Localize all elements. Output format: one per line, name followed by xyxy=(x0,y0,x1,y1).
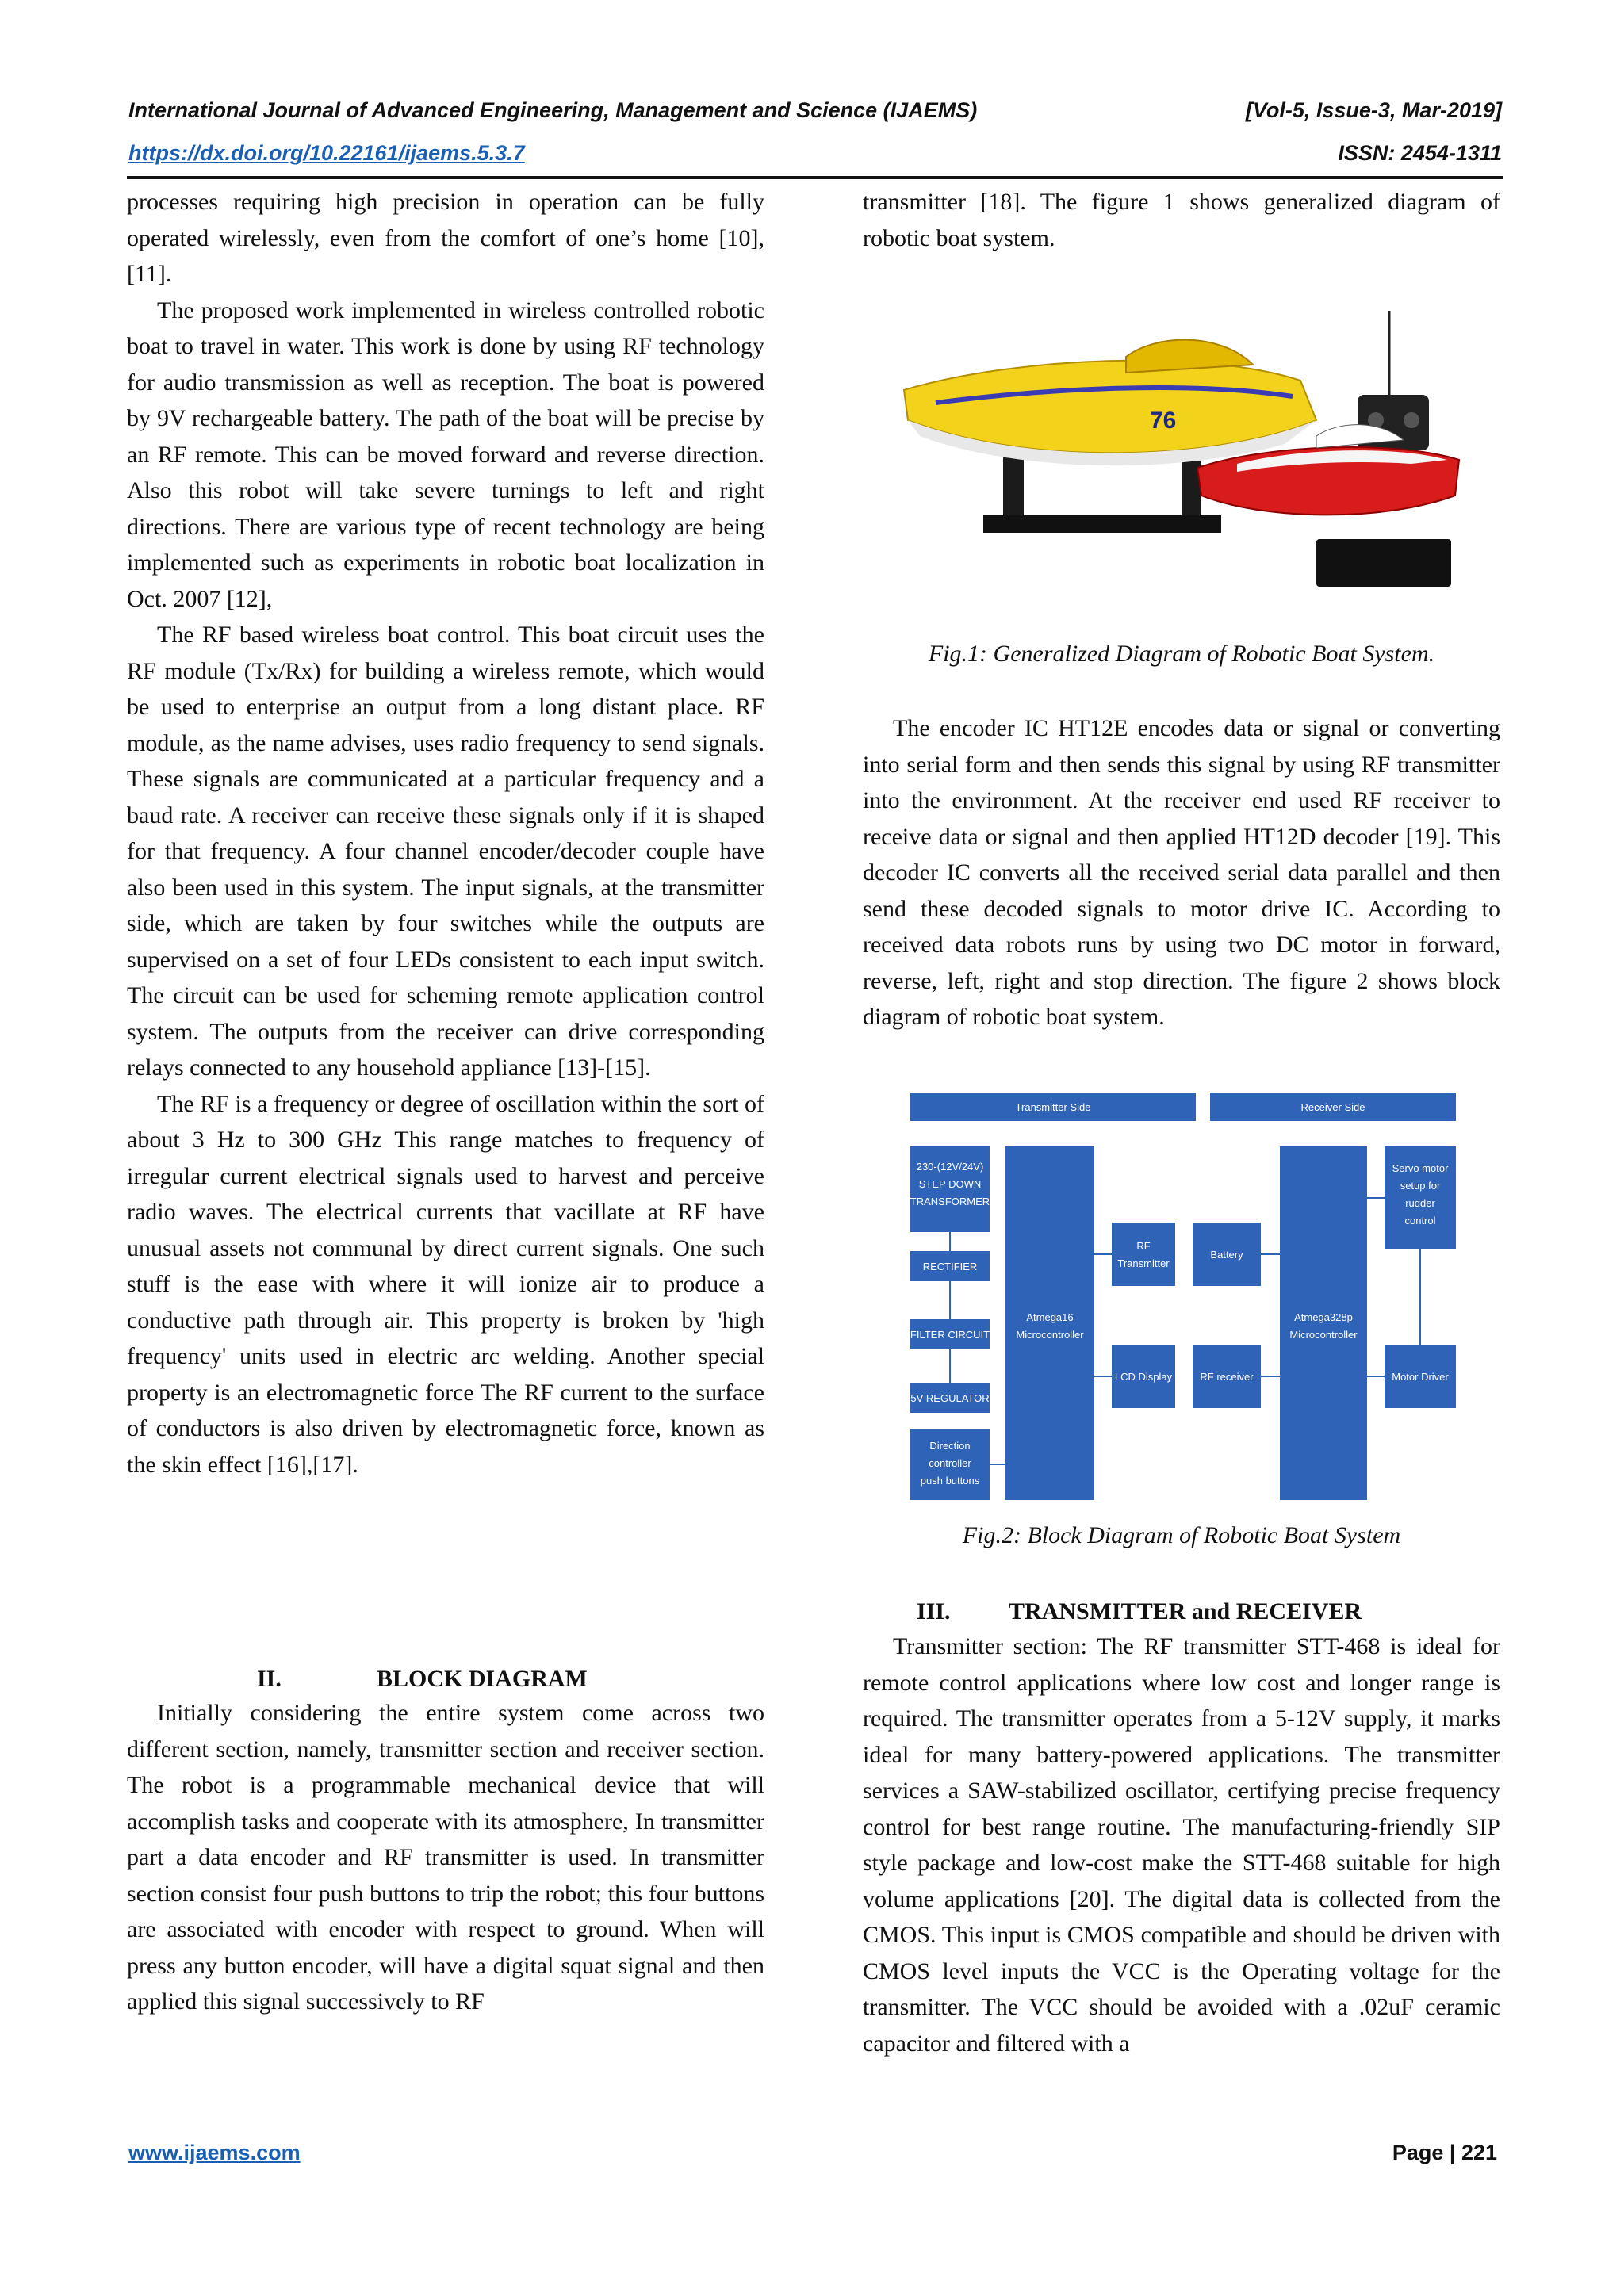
section-2-paragraph: Initially considering the entire system come across two different section, namely, transmitter section and receiver section. The robot is a programmable mechanical device that will accomplish tasks and cooperate with its atmosphere, In transmitter part a data encoder and RF transmitter is used. In transmitter section consist four push buttons to trip the robot; this four buttons are associated with encoder with respect to ground. When will press any button encoder, will have a digital squat signal and then applied this signal successively to RF xyxy=(127,1700,764,2015)
figure-2-block-diagram xyxy=(904,1093,1459,1501)
section-3-title: TRANSMITTER and RECEIVER xyxy=(1009,1598,1362,1624)
left-paragraph-4: The RF is a frequency or degree of oscillation within the sort of about 3 Hz to 300 GHz This range matches to frequency of irregular current electrical signals used to harvest and perceive radio waves. The electrical currents that vacillate at RF have unusual assets not communal by direct current signals. One such stuff is the ease with where it will ionize air to produce a conductive path through air. This property is broken by 'high frequency' units used in electric arc welding. Another special property is an electromagnetic force The RF current to the surface of conductors is also driven by electromagnetic force, known as the skin effect [16],[17]. xyxy=(127,1090,764,1478)
journal-title: International Journal of Advanced Engineering, Management and Science (IJAEMS) xyxy=(128,98,978,122)
footer-page-number: Page | 221 xyxy=(1392,2141,1497,2164)
issn: ISSN: 2454-1311 xyxy=(1338,141,1502,165)
rectifier-block xyxy=(910,1251,990,1281)
right-paragraph-2: The encoder IC HT12E encodes data or signal or converting into serial form and then sends this signal by using RF transmitter into the environment. At the receiver end used RF receiver to receive data or signal and then applied HT12D decoder [19]. This decoder IC converts all the received serial data parallel and then send these decoded signals to motor drive IC. According to received data robots runs by using two DC motor in forward, reverse, left, right and stop direction. The figure 2 shows block diagram of robotic boat system. xyxy=(863,715,1500,1030)
svg-text:Battery: Battery xyxy=(1210,1249,1243,1261)
svg-text:Microcontroller: Microcontroller xyxy=(1016,1329,1084,1341)
direction-block xyxy=(910,1429,990,1500)
svg-text:Motor Driver: Motor Driver xyxy=(1392,1371,1449,1383)
section-3-body xyxy=(863,1628,1500,2061)
section-2-body xyxy=(127,1695,764,2020)
lcd-block xyxy=(1112,1345,1175,1408)
svg-text:FILTER CIRCUIT: FILTER CIRCUIT xyxy=(910,1329,990,1341)
right-paragraph-1: transmitter [18]. The figure 1 shows generalized diagram of robotic boat system. xyxy=(863,189,1500,251)
section-3-paragraph: Transmitter section: The RF transmitter STT-468 is ideal for remote control applications where low cost and longer range is required. The transmitter operates from a 5-12V supply, it marks ideal for many battery-powered applications. The transmitter services a SAW-stabilized oscillator, certifying precise frequency control for best range routine. The manufacturing-friendly SIP style package and low-cost make the STT-468 suitable for high volume applications [20]. The digital data is collected from the CMOS. This input is CMOS compatible and should be driven with CMOS level inputs the VCC is the Operating voltage for the transmitter. The VCC should be avoided with a .02uF ceramic capacitor and filtered with a xyxy=(863,1633,1500,2057)
svg-text:5V REGULATOR: 5V REGULATOR xyxy=(910,1392,990,1404)
rf-transmitter-block xyxy=(1112,1223,1175,1286)
transmitter-side-banner xyxy=(910,1093,1196,1121)
doi-header xyxy=(128,141,1502,166)
svg-text:RECTIFIER: RECTIFIER xyxy=(922,1261,978,1272)
figure-2-caption: Fig.2: Block Diagram of Robotic Boat System xyxy=(962,1522,1401,1548)
right-column-top xyxy=(863,184,1500,256)
left-column xyxy=(127,184,764,1483)
footer-website-link[interactable]: www.ijaems.com xyxy=(128,2141,301,2164)
svg-text:Atmega328p: Atmega328p xyxy=(1294,1311,1353,1323)
svg-text:LCD Display: LCD Display xyxy=(1114,1371,1173,1383)
battery-block xyxy=(1193,1223,1261,1286)
red-boat-stand-base xyxy=(1316,539,1451,587)
yellow-boat-stand-right xyxy=(1182,452,1201,523)
svg-text:Servo motor: Servo motor xyxy=(1392,1162,1449,1174)
svg-text:Transmitter: Transmitter xyxy=(1117,1257,1170,1269)
svg-text:Atmega16: Atmega16 xyxy=(1026,1311,1074,1323)
servo-block xyxy=(1385,1146,1456,1249)
section-2-number: II. xyxy=(257,1666,282,1692)
svg-text:STEP DOWN: STEP DOWN xyxy=(918,1178,982,1190)
left-paragraph-2: The proposed work implemented in wireless controlled robotic boat to travel in water. This work is done by using RF technology for audio transmission as well as reception. The boat is powered by 9V rechargeable battery. The path of the boat will be precise by an RF remote. This can be moved forward and reverse direction. Also this robot will take severe turnings to left and right directions. There are various type of recent technology are being implemented such as experiments in robotic boat localization in Oct. 2007 [12], xyxy=(127,297,764,612)
svg-text:Transmitter Side: Transmitter Side xyxy=(1015,1101,1091,1113)
figure-1-boats-image xyxy=(888,301,1475,610)
svg-text:Microcontroller: Microcontroller xyxy=(1289,1329,1358,1341)
atmega16-block xyxy=(1005,1146,1094,1500)
svg-text:push buttons: push buttons xyxy=(920,1475,980,1487)
header-rule xyxy=(127,176,1503,179)
left-paragraph-1: processes requiring high precision in operation can be fully operated wirelessly, even from the comfort of one’s home [10],[11]. xyxy=(127,189,764,287)
volume-info: [Vol-5, Issue-3, Mar-2019] xyxy=(1245,98,1502,122)
filter-block xyxy=(910,1319,990,1349)
receiver-side-banner xyxy=(1210,1093,1456,1121)
atmega328p-block xyxy=(1280,1146,1367,1500)
rf-receiver-block xyxy=(1193,1345,1261,1408)
yellow-boat-base xyxy=(983,515,1221,533)
left-paragraph-3: The RF based wireless boat control. This boat circuit uses the RF module (Tx/Rx) for building a wireless remote, which would be used to enterprise an output from a long distant place. RF module, as the name advises, uses radio frequency to send signals. These signals are communicated at a particular frequency and a baud rate. A receiver can receive these signals only if it is shaped for that frequency. A four channel encoder/decoder couple have also been used in this system. The input signals, at the transmitter side, which are taken by four switches while the outputs are supervised on a set of four LEDs consistent to each input switch. The circuit can be used for scheming remote application control system. The outputs from the receiver can drive corresponding relays connected to any household appliance [13]-[15]. xyxy=(127,622,764,1081)
svg-text:TRANSFORMER: TRANSFORMER xyxy=(910,1196,990,1207)
regulator-block xyxy=(910,1383,990,1413)
svg-text:230-(12V/24V): 230-(12V/24V) xyxy=(916,1161,984,1173)
doi-link[interactable]: https://dx.doi.org/10.22161/ijaems.5.3.7 xyxy=(128,141,525,165)
right-column-middle xyxy=(863,710,1500,1035)
transformer-block xyxy=(910,1146,990,1232)
svg-text:setup for: setup for xyxy=(1400,1180,1441,1192)
yellow-boat-number: 76 xyxy=(1150,408,1177,434)
section-2-title: BLOCK DIAGRAM xyxy=(377,1666,588,1692)
section-3-number: III. xyxy=(917,1598,951,1624)
svg-text:Receiver Side: Receiver Side xyxy=(1300,1101,1365,1113)
svg-text:controller: controller xyxy=(929,1457,971,1469)
motor-driver-block xyxy=(1385,1345,1456,1408)
figure-1-caption: Fig.1: Generalized Diagram of Robotic Boat System. xyxy=(928,641,1435,667)
svg-text:control: control xyxy=(1404,1215,1436,1226)
remote-stick-right xyxy=(1404,412,1419,428)
svg-text:RF: RF xyxy=(1136,1240,1151,1252)
svg-text:RF receiver: RF receiver xyxy=(1200,1371,1254,1383)
svg-text:rudder: rudder xyxy=(1405,1197,1435,1209)
svg-text:Direction: Direction xyxy=(929,1440,971,1452)
journal-header xyxy=(128,98,1502,123)
